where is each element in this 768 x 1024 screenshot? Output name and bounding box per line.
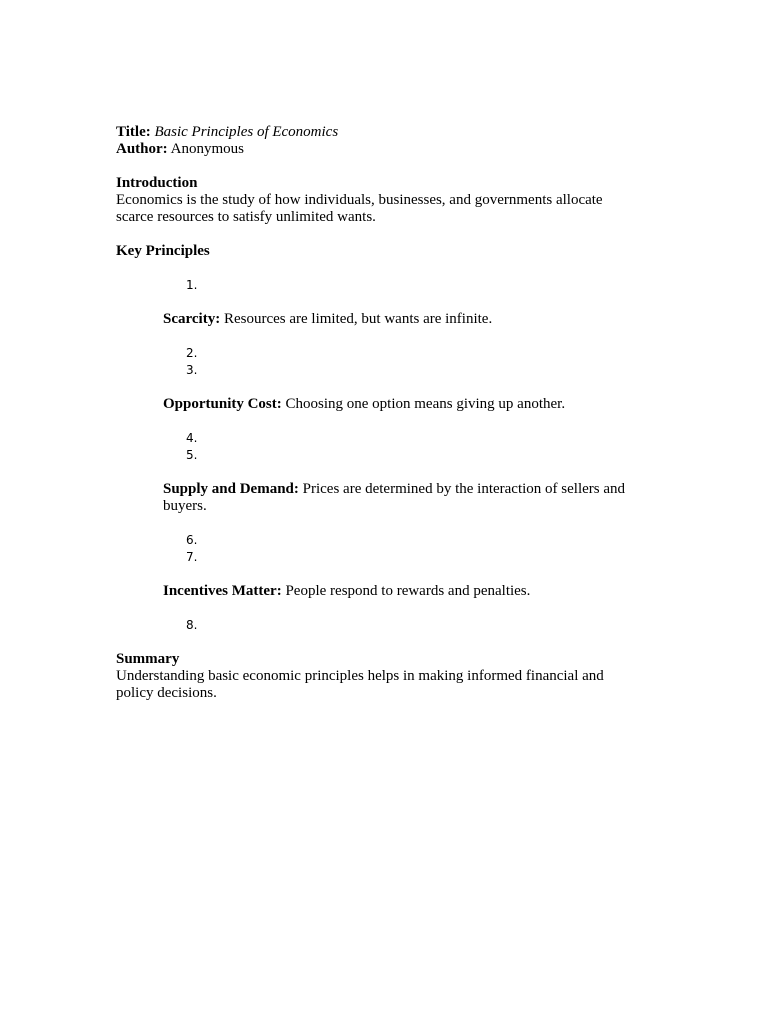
title-label: Title: <box>116 124 151 140</box>
author-label: Author: <box>116 141 168 157</box>
principle-text: People respond to rewards and penalties. <box>285 583 531 599</box>
principle-opportunity-cost <box>116 396 656 413</box>
introduction-heading: Introduction <box>116 175 198 191</box>
document-page <box>116 124 656 702</box>
principle-incentives-matter <box>116 583 656 600</box>
author-line <box>116 141 656 158</box>
list-number: 6. <box>186 533 198 547</box>
list-number: 3. <box>186 363 198 377</box>
principle-text: Choosing one option means giving up another. <box>285 396 566 412</box>
principle-term: Opportunity Cost: <box>163 396 282 412</box>
summary-text-line-1: Understanding basic economic principles helps in making informed financial and <box>116 668 604 684</box>
list-number: 7. <box>186 550 198 564</box>
list-number: 4. <box>186 431 198 445</box>
introduction-text-line-2: scarce resources to satisfy unlimited wants. <box>116 209 376 225</box>
list-number: 2. <box>186 346 198 360</box>
principle-term: Incentives Matter: <box>163 583 282 599</box>
introduction-text-line-1: Economics is the study of how individuals, businesses, and governments allocate <box>116 192 603 208</box>
summary-text-line-2: policy decisions. <box>116 685 217 701</box>
document-title: Basic Principles of Economics <box>154 124 339 140</box>
principle-term: Scarcity: <box>163 311 221 327</box>
key-principles-heading: Key Principles <box>116 243 210 259</box>
list-number: 5. <box>186 448 198 462</box>
principle-text-continuation: buyers. <box>163 498 207 514</box>
principle-term: Supply and Demand: <box>163 481 299 497</box>
author-name: Anonymous <box>170 141 244 157</box>
principle-scarcity <box>116 311 656 328</box>
list-number: 8. <box>186 618 198 632</box>
principle-text: Resources are limited, but wants are infinite. <box>223 311 493 327</box>
principle-text: Prices are determined by the interaction of sellers and <box>302 481 626 497</box>
title-line <box>116 124 656 141</box>
summary-heading: Summary <box>116 651 180 667</box>
list-number: 1. <box>186 278 198 292</box>
principle-supply-and-demand <box>116 481 656 498</box>
